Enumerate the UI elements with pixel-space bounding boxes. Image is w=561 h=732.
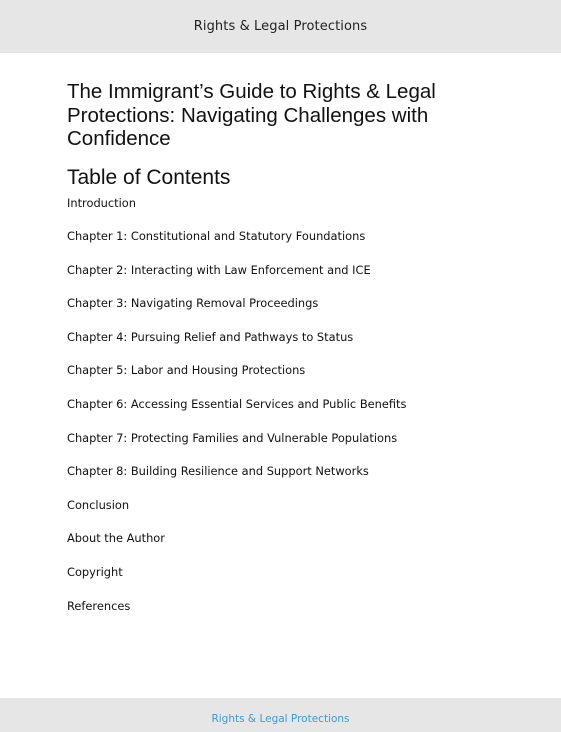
header-title: Rights & Legal Protections — [193, 19, 368, 34]
toc-item-references[interactable]: References — [67, 598, 131, 613]
footer-link[interactable]: Rights & Legal Protections — [211, 713, 350, 725]
toc-item-chapter-8[interactable]: Chapter 8: Building Resilience and Support Networks — [67, 464, 369, 479]
toc-item-chapter-5[interactable]: Chapter 5: Labor and Housing Protections — [67, 363, 306, 378]
toc-item-introduction[interactable]: Introduction — [67, 195, 136, 210]
page-content — [67, 80, 507, 631]
document-title: The Immigrant’s Guide to Rights & Legal Protections: Navigating Challenges with Confidence — [67, 80, 436, 150]
toc-item-chapter-6[interactable]: Chapter 6: Accessing Essential Services and Public Benefits — [67, 397, 407, 412]
toc-heading: Table of Contents — [67, 165, 231, 189]
table-of-contents — [67, 195, 507, 614]
toc-item-chapter-3[interactable]: Chapter 3: Navigating Removal Proceedings — [67, 296, 319, 311]
page-footer — [0, 698, 561, 732]
toc-item-copyright[interactable]: Copyright — [67, 565, 123, 580]
page-header — [0, 0, 561, 53]
toc-item-chapter-1[interactable]: Chapter 1: Constitutional and Statutory Foundations — [67, 229, 366, 244]
toc-item-chapter-2[interactable]: Chapter 2: Interacting with Law Enforcement and ICE — [67, 262, 371, 277]
toc-item-chapter-7[interactable]: Chapter 7: Protecting Families and Vulnerable Populations — [67, 430, 398, 445]
toc-item-chapter-4[interactable]: Chapter 4: Pursuing Relief and Pathways to Status — [67, 329, 354, 344]
toc-item-conclusion[interactable]: Conclusion — [67, 497, 130, 512]
toc-item-about-the-author[interactable]: About the Author — [67, 531, 165, 546]
